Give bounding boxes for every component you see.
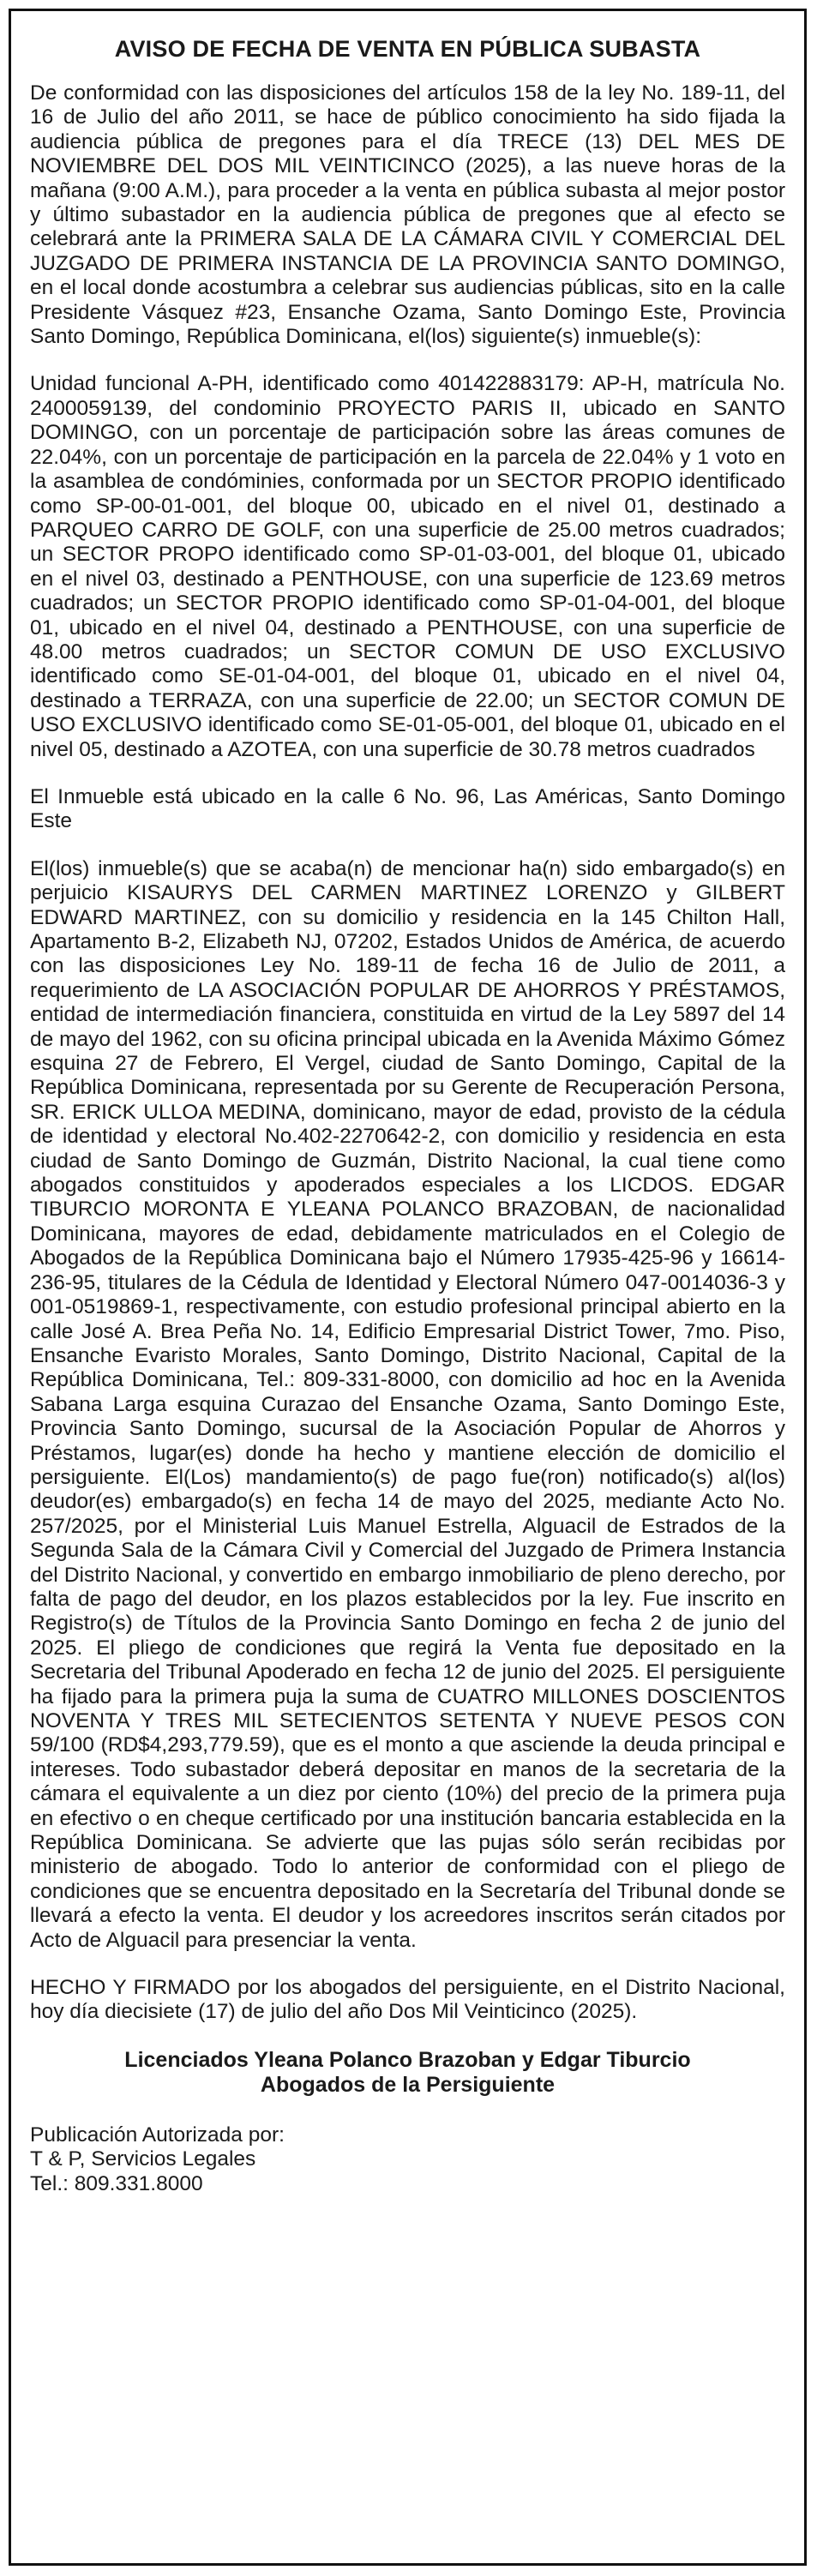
signed-paragraph: HECHO Y FIRMADO por los abogados del persiguiente, en el Distrito Nacional, hoy día diecisiete (17) de julio del año Dos Mil Veinticinco (2025).: [30, 1976, 785, 2024]
footer-company: T & P, Servicios Legales: [30, 2147, 256, 2171]
publication-footer: [30, 2123, 785, 2196]
signature-role: Abogados de la Persiguiente: [260, 2072, 556, 2097]
intro-paragraph: De conformidad con las disposiciones del artículos 158 de la ley No. 189-11, del 16 de Julio del año 2011, se hace de público conocimiento ha sido fijada la audiencia pública de pregones para el día TRECE (13) DEL MES DE NOVIEMBRE DEL DOS MIL VEINTICINCO (2025), a las nueve horas de la mañana (9:00 A.M.), para proceder a la venta en pública subasta al mejor postor y último subastador en la audiencia pública de pregones que al efecto se celebrará ante la PRIMERA SALA DE LA CÁMARA CIVIL Y COMERCIAL DEL JUZGADO DE PRIMERA INSTANCIA DE LA PROVINCIA SANTO DOMINGO, en el local donde acostumbra a celebrar sus audiencias públicas, sito en la calle Presidente Vásquez #23, Ensanche Ozama, Santo Domingo Este, Provincia Santo Domingo, República Dominicana, el(los) siguiente(s) inmueble(s):: [30, 81, 785, 349]
signature-names: Licenciados Yleana Polanco Brazoban y Edgar Tiburcio: [124, 2047, 691, 2072]
property-description-paragraph: Unidad funcional A-PH, identificado como 401422883179: AP-H, matrícula No. 2400059139, del condominio PROYECTO PARIS II, ubicado en SANTO DOMINGO, con un porcentaje de participación sobre las áreas comunes de 22.04%, con un porcentaje de participación en la parcela de 22.04% y 1 voto en la asamblea de condóminies, conformada por un SECTOR PROPIO identificado como SP-00-01-001, del bloque 00, ubicado en el nivel 01, destinado a PARQUEO CARRO DE GOLF, con una superficie de 25.00 metros cuadrados; un SECTOR PROPO identificado como SP-01-03-001, del bloque 01, ubicado en el nivel 03, destinado a PENTHOUSE, con una superficie de 123.69 metros cuadrados; un SECTOR PROPIO identificado como SP-01-04-001, del bloque 01, ubicado en el nivel 04, destinado a PENTHOUSE, con una superficie de 48.00 metros cuadrados; un SECTOR COMUN DE USO EXCLUSIVO identificado como SE-01-04-001, del bloque 01, ubicado en el nivel 04, destinado a TERRAZA, con una superficie de 22.00; un SECTOR COMUN DE USO EXCLUSIVO identificado como SE-01-05-001, del bloque 01, ubicado en el nivel 05, destinado a AZOTEA, con una superficie de 30.78 metros cuadrados: [30, 372, 785, 761]
notice-title: AVISO DE FECHA DE VENTA EN PÚBLICA SUBASTA: [114, 36, 701, 62]
footer-label: Publicación Autorizada por:: [30, 2123, 285, 2147]
seizure-details-paragraph: El(los) inmueble(s) que se acaba(n) de mencionar ha(n) sido embargado(s) en perjuicio KISAURYS DEL CARMEN MARTINEZ LORENZO y GILBERT EDWARD MARTINEZ, con su domicilio y residencia en la 145 Chilton Hall, Apartamento B-2, Elizabeth NJ, 07202, Estados Unidos de América, de acuerdo con las disposiciones Ley No. 189-11 de fecha 16 de Julio de 2011, a requerimiento de LA ASOCIACIÓN POPULAR DE AHORROS Y PRÉSTAMOS, entidad de intermediación financiera, constituida en virtud de la Ley 5897 del 14 de mayo del 1962, con su oficina principal ubicada en la Avenida Máximo Gómez esquina 27 de Febrero, El Vergel, ciudad de Santo Domingo, Capital de la República Dominicana, representada por su Gerente de Recuperación Persona, SR. ERICK ULLOA MEDINA, dominicano, mayor de edad, provisto de la cédula de identidad y electoral No.402-2270642-2, con domicilio y residencia en esta ciudad de Santo Domingo de Guzmán, Distrito Nacional, la cual tiene como abogados constituidos y apoderados especiales a los LICDOS. EDGAR TIBURCIO MORONTA E YLEANA POLANCO BRAZOBAN, de nacionalidad Dominicana, mayores de edad, debidamente matriculados en el Colegio de Abogados de la República Dominicana bajo el Número 17935-425-96 y 16614-236-95, titulares de la Cédula de Identidad y Electoral Número 047-0014036-3 y 001-0519869-1, respectivamente, con estudio profesional principal abierto en la calle José A. Brea Peña No. 14, Edificio Empresarial District Tower, 7mo. Piso, Ensanche Evaristo Morales, Santo Domingo, Distrito Nacional, Capital de la República Dominicana, Tel.: 809-331-8000, con domicilio ad hoc en la Avenida Sabana Larga esquina Curazao del Ensanche Ozama, Santo Domingo Este, Provincia Santo Domingo, sucursal de la Asociación Popular de Ahorros y Préstamos, lugar(es) donde ha hecho y mantiene elección de domicilio el persiguiente. El(Los) mandamiento(s) de pago fue(ron) notificado(s) al(los) deudor(es) embargado(s) en fecha 14 de mayo del 2025, mediante Acto No. 257/2025, por el Ministerial Luis Manuel Estrella, Alguacil de Estrados de la Segunda Sala de la Cámara Civil y Comercial del Juzgado de Primera Instancia del Distrito Nacional, y convertido en embargo inmobiliario de pleno derecho, por falta de pago del deudor, en los plazos establecidos por la ley. Fue inscrito en Registro(s) de Títulos de la Provincia Santo Domingo en fecha 2 de junio del 2025. El pliego de condiciones que regirá la Venta fue depositado en la Secretaria del Tribunal Apoderado en fecha 12 de junio del 2025. El persiguiente ha fijado para la primera puja la suma de CUATRO MILLONES DOSCIENTOS NOVENTA Y TRES MIL SETECIENTOS SETENTA Y NUEVE PESOS CON 59/100 (RD$4,293,779.59), que es el monto a que asciende la deuda principal e intereses. Todo subastador deberá depositar en manos de la secretaria de la cámara el equivalente a un diez por ciento (10%) del precio de la primera puja en efectivo o en cheque certificado por una institución bancaria establecida en la República Dominicana. Se advierte que las pujas sólo serán recibidas por ministerio de abogado. Todo lo anterior de conformidad con el pliego de condiciones que se encuentra depositado en la Secretaría del Tribunal donde se llevará a efecto la venta. El deudor y los acreedores inscritos serán citados por Acto de Alguacil para presenciar la venta.: [30, 856, 785, 1952]
legal-notice: [9, 9, 807, 2566]
property-location-paragraph: El Inmueble está ubicado en la calle 6 No. 96, Las Américas, Santo Domingo Este: [30, 784, 785, 833]
footer-phone: Tel.: 809.331.8000: [30, 2171, 203, 2195]
signature-block: [30, 2048, 785, 2098]
